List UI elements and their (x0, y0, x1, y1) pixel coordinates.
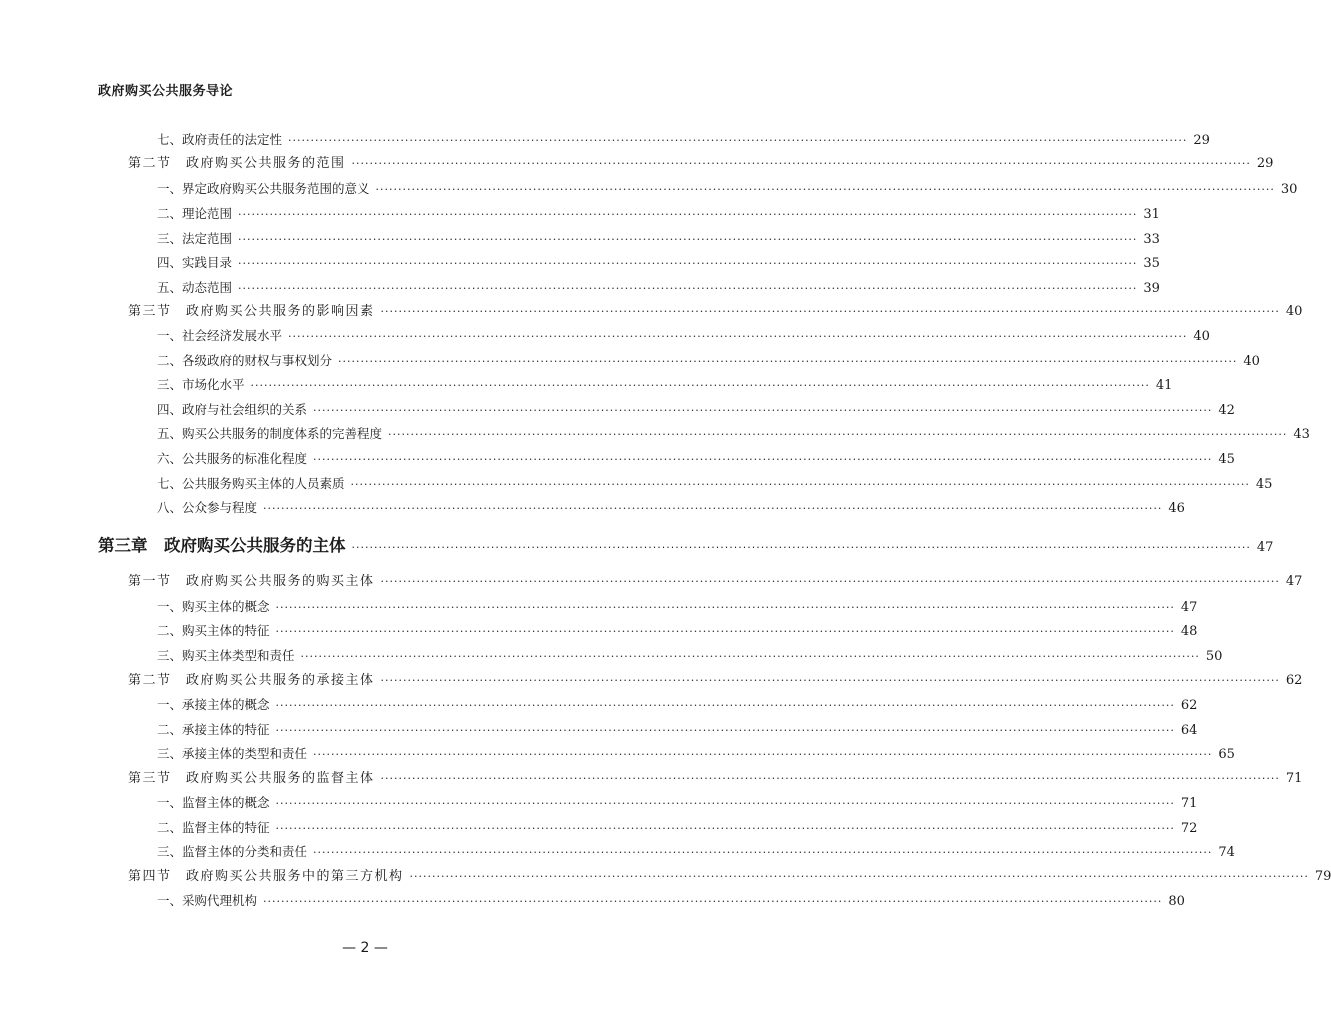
toc-item-entry (157, 473, 1273, 495)
dot-leader: ········································································································································································································ (380, 674, 1280, 687)
toc-page-number: 62 (1285, 673, 1303, 688)
toc-entry-title: 七、公共服务购买主体的人员素质 (157, 476, 345, 491)
toc-entry-title: 三、法定范围 (157, 231, 233, 246)
toc-entry-title: 第一节 政府购买公共服务的购买主体 (128, 574, 375, 589)
toc-item-entry (157, 203, 1160, 225)
toc-entry-title: 一、购买主体的概念 (157, 599, 270, 614)
toc-page-number: 71 (1180, 796, 1198, 811)
dot-leader: ········································································································································································································ (351, 541, 1251, 554)
toc-entry-title: 二、理论范围 (157, 206, 233, 221)
toc-page-number: 80 (1168, 894, 1185, 909)
toc-page-number: 72 (1180, 821, 1198, 836)
dot-leader: ········································································································································································································ (313, 453, 1213, 466)
toc-item-entry (157, 178, 1298, 200)
toc-page-number: 33 (1143, 232, 1160, 247)
toc-page-number: 48 (1180, 624, 1198, 639)
dot-leader: ········································································································································································································ (380, 305, 1280, 318)
toc-section-entry (128, 153, 1274, 175)
toc-entry-title: 第三节 政府购买公共服务的影响因素 (128, 304, 375, 319)
dot-leader: ········································································································································································································ (275, 601, 1175, 614)
toc-entry-title: 一、承接主体的概念 (157, 697, 270, 712)
dot-leader: ········································································································································································································ (238, 257, 1138, 270)
dot-leader: ········································································································································································································ (313, 748, 1213, 761)
dot-leader: ········································································································································································································ (238, 208, 1138, 221)
dot-leader: ········································································································································································································ (275, 822, 1175, 835)
toc-item-entry (157, 817, 1198, 839)
dot-leader: ········································································································································································································ (409, 870, 1309, 883)
toc-page-number: 47 (1256, 540, 1274, 555)
page-number: — 2 — (342, 940, 388, 956)
dot-leader: ········································································································································································································ (350, 478, 1250, 491)
toc-page-number: 47 (1180, 600, 1198, 615)
toc-page-number: 31 (1143, 207, 1160, 222)
running-header: 政府购买公共服务导论 (98, 84, 234, 99)
toc-item-entry (157, 743, 1235, 765)
toc-item-entry (157, 252, 1160, 274)
toc-page-number: 45 (1218, 452, 1235, 467)
dot-leader: ········································································································································································································ (313, 846, 1213, 859)
toc-entry-title: 一、社会经济发展水平 (157, 328, 283, 343)
toc-page-number: 50 (1205, 649, 1223, 664)
toc-entry-title: 五、购买公共服务的制度体系的完善程度 (157, 426, 383, 441)
toc-page-number: 64 (1180, 723, 1198, 738)
toc-item-entry (157, 841, 1235, 863)
toc-entry-title: 一、监督主体的概念 (157, 795, 270, 810)
dot-leader: ········································································································································································································ (275, 699, 1175, 712)
toc-page-number: 62 (1180, 698, 1198, 713)
dot-leader: ········································································································································································································ (288, 330, 1188, 343)
dot-leader: ········································································································································································································ (338, 355, 1238, 368)
toc-entry-title: 第四节 政府购买公共服务中的第三方机构 (128, 869, 404, 884)
toc-item-entry (157, 277, 1160, 299)
toc-page-number: 40 (1285, 304, 1303, 319)
toc-page-number: 79 (1314, 869, 1331, 884)
toc-entry-title: 三、承接主体的类型和责任 (157, 746, 308, 761)
dot-leader: ········································································································································································································ (263, 895, 1163, 908)
dot-leader: ········································································································································································································ (375, 183, 1275, 196)
toc-item-entry (157, 399, 1235, 421)
toc-page-number: 35 (1143, 256, 1160, 271)
dot-leader: ········································································································································································································ (388, 428, 1288, 441)
toc-entry-title: 五、动态范围 (157, 280, 233, 295)
dot-leader: ········································································································································································································ (380, 575, 1280, 588)
toc-item-entry (157, 497, 1185, 519)
toc-item-entry (157, 645, 1223, 667)
toc-item-entry (157, 350, 1260, 372)
dot-leader: ········································································································································································································ (275, 797, 1175, 810)
toc-entry-title: 四、政府与社会组织的关系 (157, 402, 308, 417)
dot-leader: ········································································································································································································ (288, 134, 1188, 147)
toc-item-entry (157, 890, 1185, 912)
dot-leader: ········································································································································································································ (313, 404, 1213, 417)
toc-entry-title: 第三章 政府购买公共服务的主体 (98, 536, 346, 555)
toc-item-entry (157, 423, 1310, 445)
dot-leader: ········································································································································································································ (275, 625, 1175, 638)
toc-section-entry (128, 301, 1303, 323)
toc-page-number: 41 (1155, 378, 1173, 393)
toc-entry-title: 三、市场化水平 (157, 377, 245, 392)
toc-page-number: 65 (1218, 747, 1235, 762)
toc-entry-title: 第二节 政府购买公共服务的承接主体 (128, 673, 375, 688)
toc-item-entry (157, 792, 1198, 814)
toc-entry-title: 四、实践目录 (157, 255, 233, 270)
dot-leader: ········································································································································································································ (300, 650, 1200, 663)
toc-entry-title: 三、监督主体的分类和责任 (157, 844, 308, 859)
toc-item-entry (157, 596, 1198, 618)
dot-leader: ········································································································································································································ (351, 157, 1251, 170)
toc-entry-title: 六、公共服务的标准化程度 (157, 451, 308, 466)
toc-page-number: 74 (1218, 845, 1235, 860)
toc-section-entry (128, 866, 1331, 888)
toc-entry-title: 一、界定政府购买公共服务范围的意义 (157, 181, 370, 196)
toc-page-number: 71 (1285, 771, 1303, 786)
toc-page-number: 43 (1293, 427, 1310, 442)
toc-page-number: 29 (1256, 156, 1274, 171)
toc-section-entry (128, 670, 1303, 692)
toc-page-number: 39 (1143, 281, 1160, 296)
dot-leader: ········································································································································································································ (238, 233, 1138, 246)
toc-entry-title: 二、购买主体的特征 (157, 623, 270, 638)
toc-item-entry (157, 374, 1173, 396)
toc-item-entry (157, 448, 1235, 470)
toc-page-number: 30 (1280, 182, 1298, 197)
dot-leader: ········································································································································································································ (263, 502, 1163, 515)
toc-item-entry (157, 719, 1198, 741)
toc-item-entry (157, 129, 1210, 151)
toc-section-entry (128, 571, 1303, 593)
toc-page-number: 45 (1255, 477, 1273, 492)
toc-entry-title: 八、公众参与程度 (157, 500, 258, 515)
toc-entry-title: 第二节 政府购买公共服务的范围 (128, 156, 346, 171)
toc-entry-title: 一、采购代理机构 (157, 893, 258, 908)
toc-entry-title: 二、承接主体的特征 (157, 722, 270, 737)
toc-page-number: 47 (1285, 574, 1303, 589)
dot-leader: ········································································································································································································ (275, 724, 1175, 737)
toc-page-number: 42 (1218, 403, 1235, 418)
dot-leader: ········································································································································································································ (380, 772, 1280, 785)
toc-entry-title: 三、购买主体类型和责任 (157, 648, 295, 663)
toc-entry-title: 二、各级政府的财权与事权划分 (157, 353, 333, 368)
toc-item-entry (157, 325, 1210, 347)
toc-section-entry (128, 768, 1303, 790)
toc-page-number: 40 (1193, 329, 1210, 344)
toc-item-entry (157, 228, 1160, 250)
toc-entry-title: 七、政府责任的法定性 (157, 132, 283, 147)
toc-item-entry (157, 694, 1198, 716)
dot-leader: ········································································································································································································ (238, 282, 1138, 295)
toc-chapter-entry (98, 533, 1274, 559)
toc-item-entry (157, 620, 1198, 642)
toc-page-number: 46 (1168, 501, 1185, 516)
toc-page-number: 29 (1193, 133, 1210, 148)
toc-entry-title: 二、监督主体的特征 (157, 820, 270, 835)
toc-entry-title: 第三节 政府购买公共服务的监督主体 (128, 771, 375, 786)
dot-leader: ········································································································································································································ (250, 379, 1150, 392)
toc-page-number: 40 (1243, 354, 1260, 369)
